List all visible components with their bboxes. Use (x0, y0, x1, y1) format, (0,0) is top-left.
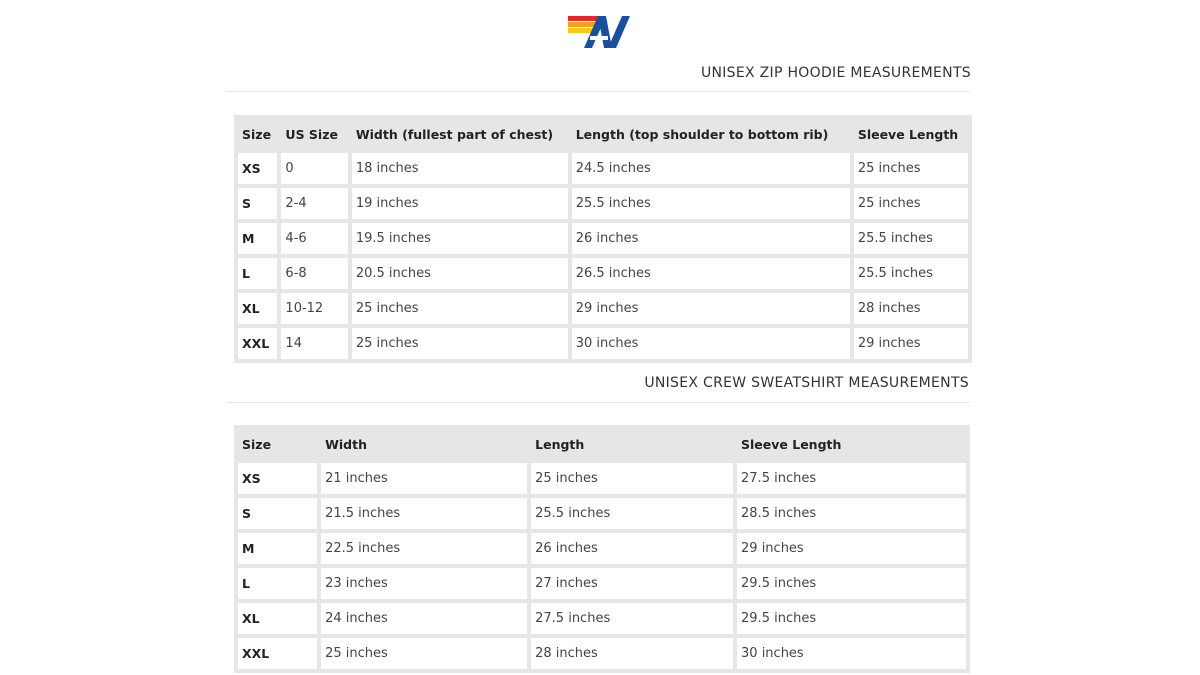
sleeve-cell: 25 inches (854, 153, 968, 184)
sleeve-cell: 29.5 inches (737, 568, 966, 599)
us-size-cell: 0 (281, 153, 347, 184)
table-row (238, 568, 966, 599)
us-size-cell: 2-4 (281, 188, 347, 219)
hoodie-section-title: UNISEX ZIP HOODIE MEASUREMENTS (700, 65, 971, 81)
size-cell: M (238, 533, 317, 564)
length-cell: 24.5 inches (572, 153, 850, 184)
brand-logo (568, 14, 630, 50)
size-cell: XL (238, 603, 317, 634)
size-cell: L (238, 568, 317, 599)
table-row (238, 603, 966, 634)
length-cell: 26 inches (531, 533, 733, 564)
table-row (238, 258, 968, 289)
size-cell: L (238, 258, 277, 289)
width-cell: 25 inches (352, 328, 568, 359)
crew-size-table (234, 425, 970, 673)
table-row (238, 533, 966, 564)
sleeve-cell: 29 inches (737, 533, 966, 564)
hoodie-size-table (234, 115, 972, 363)
us-size-cell: 6-8 (281, 258, 347, 289)
column-header: US Size (285, 126, 338, 142)
table-row (238, 153, 968, 184)
length-cell: 27.5 inches (531, 603, 733, 634)
table-header-row (238, 429, 966, 459)
width-cell: 19 inches (352, 188, 568, 219)
table-header-row (238, 119, 968, 149)
sleeve-cell: 29 inches (854, 328, 968, 359)
size-cell: S (238, 498, 317, 529)
table-row (238, 638, 966, 669)
hoodie-divider (226, 91, 970, 92)
column-header: Sleeve Length (741, 436, 842, 452)
sleeve-cell: 25.5 inches (854, 223, 968, 254)
width-cell: 19.5 inches (352, 223, 568, 254)
size-cell: M (238, 223, 277, 254)
width-cell: 18 inches (352, 153, 568, 184)
column-header: Width (fullest part of chest) (355, 126, 554, 142)
table-row (238, 463, 966, 494)
width-cell: 21 inches (321, 463, 527, 494)
width-cell: 23 inches (321, 568, 527, 599)
length-cell: 28 inches (531, 638, 733, 669)
width-cell: 24 inches (321, 603, 527, 634)
length-cell: 25 inches (531, 463, 733, 494)
sleeve-cell: 27.5 inches (737, 463, 966, 494)
length-cell: 29 inches (572, 293, 850, 324)
sleeve-cell: 25 inches (854, 188, 968, 219)
column-header: Sleeve Length (857, 126, 959, 142)
column-header: Length (top shoulder to bottom rib) (575, 126, 829, 142)
length-cell: 25.5 inches (531, 498, 733, 529)
length-cell: 30 inches (572, 328, 850, 359)
width-cell: 22.5 inches (321, 533, 527, 564)
size-cell: XS (238, 153, 277, 184)
table-row (238, 498, 966, 529)
table-row (238, 328, 968, 359)
length-cell: 25.5 inches (572, 188, 850, 219)
table-row (238, 293, 968, 324)
us-size-cell: 10-12 (281, 293, 347, 324)
table-row (238, 188, 968, 219)
table-row (238, 223, 968, 254)
crew-section-title: UNISEX CREW SWEATSHIRT MEASUREMENTS (644, 375, 969, 391)
sleeve-cell: 28.5 inches (737, 498, 966, 529)
width-cell: 25 inches (321, 638, 527, 669)
size-cell: XXL (238, 328, 277, 359)
us-size-cell: 4-6 (281, 223, 347, 254)
length-cell: 27 inches (531, 568, 733, 599)
size-cell: XXL (238, 638, 317, 669)
column-header: Width (325, 436, 367, 452)
sleeve-cell: 25.5 inches (854, 258, 968, 289)
us-size-cell: 14 (281, 328, 347, 359)
size-cell: XL (238, 293, 277, 324)
size-cell: S (238, 188, 277, 219)
sleeve-cell: 30 inches (737, 638, 966, 669)
length-cell: 26.5 inches (572, 258, 850, 289)
length-cell: 26 inches (572, 223, 850, 254)
width-cell: 20.5 inches (352, 258, 568, 289)
column-header: Size (242, 436, 272, 452)
column-header: Size (242, 126, 272, 142)
column-header: Length (535, 436, 585, 452)
width-cell: 25 inches (352, 293, 568, 324)
crew-divider (226, 402, 970, 403)
size-cell: XS (238, 463, 317, 494)
sleeve-cell: 28 inches (854, 293, 968, 324)
sleeve-cell: 29.5 inches (737, 603, 966, 634)
width-cell: 21.5 inches (321, 498, 527, 529)
